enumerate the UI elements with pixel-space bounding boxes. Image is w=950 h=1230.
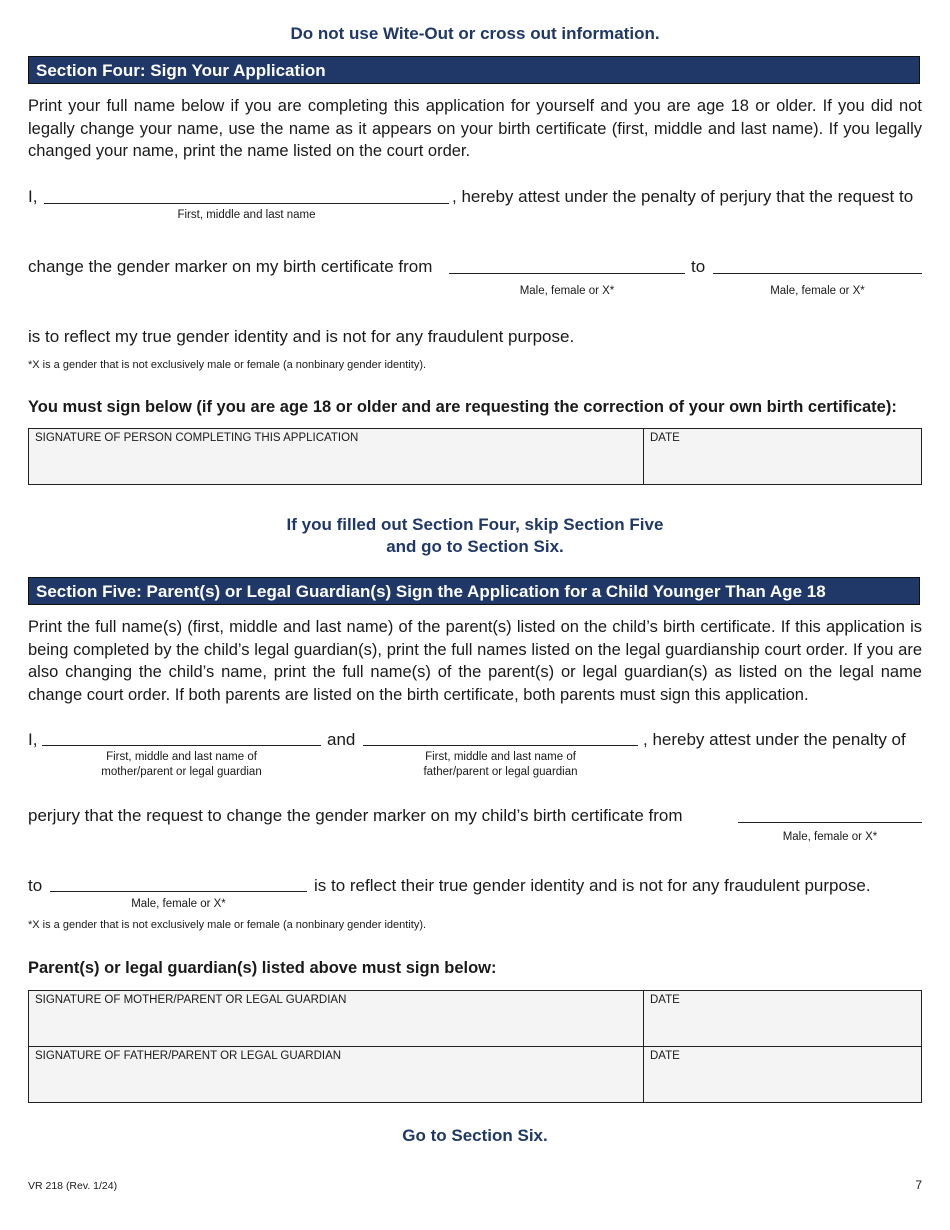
father-date-field[interactable]: DATE — [650, 1050, 680, 1062]
section-five-header: Section Five: Parent(s) or Legal Guardian(s) Sign the Application for a Child Younger Than Age 18 — [28, 577, 920, 605]
sign-heading: You must sign below (if you are age 18 or older and are requesting the correction of your own birth certificate): — [28, 398, 897, 416]
section-five-intro: Print the full name(s) (first, middle and last name) of the parent(s) listed on the child’s birth certificate. If this application is being completed by the child’s legal guardian(s), print the full names listed on the legal guardianship court order. If you are also changing the child’s name, print the full name(s) of the parent(s) or legal guardian(s) as listed on the legal name change court order. If both parents are listed on the birth certificate, both parents must sign this application. — [28, 618, 922, 704]
father-signature-field[interactable]: SIGNATURE OF FATHER/PARENT OR LEGAL GUARDIAN — [29, 1047, 644, 1102]
parent-sign-heading: Parent(s) or legal guardian(s) listed above must sign below: — [28, 959, 497, 977]
reflect-text-5: is to reflect their true gender identity and is not for any fraudulent purpose. — [314, 876, 871, 895]
gender-to-field[interactable] — [713, 273, 922, 274]
perjury-text: perjury that the request to change the gender marker on my child’s birth certificate from — [28, 806, 683, 825]
full-name-caption: First, middle and last name — [177, 209, 316, 221]
i-label: I, — [28, 187, 38, 206]
gender-to-caption: Male, female or X* — [770, 285, 865, 297]
reflect-text: is to reflect my true gender identity and is not for any fraudulent purpose. — [28, 327, 575, 346]
father-name-field[interactable] — [363, 745, 638, 746]
full-name-field[interactable] — [44, 203, 449, 204]
top-warning: Do not use Wite-Out or cross out information. — [290, 24, 660, 43]
gender-from-field[interactable] — [449, 273, 685, 274]
section-four-intro: Print your full name below if you are completing this application for yourself and you are age 18 or older. If you did not legally change your name, use the name as it appears on your birth certificate (first, middle and last name). If you legally changed your name, print the name listed on the court order. — [28, 97, 922, 160]
child-gender-to-field[interactable] — [50, 891, 307, 892]
to-label: to — [691, 257, 706, 276]
form-id: VR 218 (Rev. 1/24) — [28, 1180, 118, 1192]
to-label-5: to — [28, 876, 43, 895]
x-footnote-5: *X is a gender that is not exclusively male or female (a nonbinary gender identity). — [28, 919, 427, 931]
child-gender-from-field[interactable] — [738, 822, 922, 823]
attest-text: , hereby attest under the penalty of perjury that the request to — [452, 187, 914, 206]
and-label: and — [327, 730, 356, 749]
child-gender-from-caption: Male, female or X* — [782, 831, 878, 843]
mother-name-field[interactable] — [42, 745, 321, 746]
attest-text-5: , hereby attest under the penalty of — [643, 730, 906, 749]
mother-date-field[interactable]: DATE — [650, 994, 680, 1006]
gender-from-caption: Male, female or X* — [519, 285, 615, 297]
section-four-header: Section Four: Sign Your Application — [28, 56, 920, 84]
skip-note-line-1: If you filled out Section Four, skip Section Five — [286, 515, 664, 534]
go-to-section-six: Go to Section Six. — [402, 1126, 548, 1145]
mother-signature-field[interactable]: SIGNATURE OF MOTHER/PARENT OR LEGAL GUARDIAN — [29, 991, 644, 1046]
skip-note-line-2: and go to Section Six. — [386, 537, 564, 556]
skip-note — [0, 514, 950, 558]
parent-signature-table — [28, 990, 922, 1103]
change-marker-text: change the gender marker on my birth certificate from — [28, 257, 433, 276]
page-number: 7 — [915, 1178, 922, 1192]
x-footnote: *X is a gender that is not exclusively male or female (a nonbinary gender identity). — [28, 359, 427, 371]
signature-table — [28, 428, 922, 485]
father-name-caption: First, middle and last name of father/parent or legal guardian — [423, 751, 578, 778]
applicant-date-field[interactable]: DATE — [650, 432, 680, 444]
mother-name-caption: First, middle and last name of mother/parent or legal guardian — [101, 751, 262, 778]
applicant-signature-field[interactable]: SIGNATURE OF PERSON COMPLETING THIS APPLICATION — [29, 429, 644, 484]
i-label-5: I, — [28, 730, 38, 749]
child-gender-to-caption: Male, female or X* — [131, 898, 226, 910]
